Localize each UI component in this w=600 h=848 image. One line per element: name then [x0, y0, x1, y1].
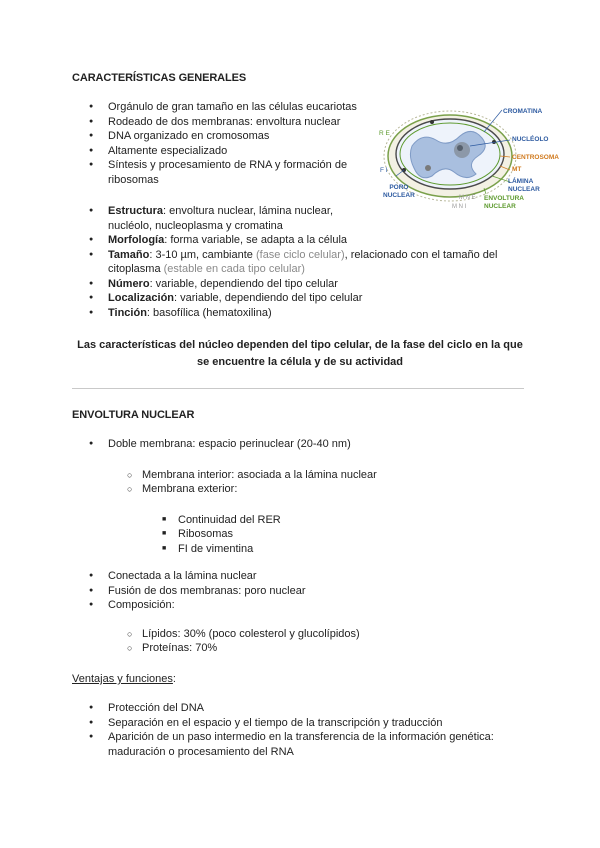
property-localizacion: ● Localización: variable, dependiendo del tipo celular	[72, 291, 532, 306]
spacer	[72, 452, 532, 468]
label-lamina-nuclear: LÁMINA NUCLEAR	[508, 178, 540, 193]
list-item: ● Conectada a la lámina nuclear	[72, 569, 532, 584]
list-item: ● Altamente especializado	[72, 144, 372, 159]
list-item: ○ Lípidos: 30% (poco colesterol y glucolípidos)	[72, 627, 532, 642]
list-item: ○ Membrana interior: asociada a la lámina nuclear	[72, 468, 532, 483]
list-item: ● Doble membrana: espacio perinuclear (20-40 nm)	[72, 437, 532, 452]
summary-statement: Las características del núcleo dependen del tipo celular, de la fase del ciclo en la que se encuentre la célula y de su actividad	[77, 339, 523, 368]
label-nucleolo: NUCLÉOLO	[512, 136, 549, 143]
list-item: ● Composición:	[72, 598, 532, 613]
property-tamano-cont: citoplasma (estable en cada tipo celular)	[108, 263, 305, 275]
label-envoltura-nuclear: ENVOLTURA NUCLEAR	[484, 195, 524, 210]
property-estructura-cont: nucléolo, nucleoplasma y cromatina	[108, 219, 283, 232]
section-divider	[72, 388, 524, 389]
label-centrosoma: CENTROSOMA	[512, 154, 559, 161]
label-cromatina: CROMATINA	[503, 108, 543, 115]
section-title-caracteristicas: CARACTERÍSTICAS GENERALES	[72, 72, 247, 84]
property-tamano: ● Tamaño: 3-10 µm, cambiante (fase ciclo celular), relacionado con el tamaño del	[72, 248, 532, 263]
list-item: ● Separación en el espacio y el tiempo de la transcripción y traducción	[72, 716, 542, 731]
spacer	[72, 556, 532, 569]
list-item: ○ Proteínas: 70%	[72, 641, 532, 656]
list-item: ■ Continuidad del RER	[72, 513, 532, 528]
spacer	[72, 613, 532, 627]
subheading-ventajas: Ventajas y funciones:	[72, 673, 176, 685]
general-bullets	[72, 100, 372, 187]
list-item-continuation: ribosomas	[108, 173, 159, 186]
list-item: ○ Membrana exterior:	[72, 482, 532, 497]
list-item: ● Fusión de dos membranas: poro nuclear	[72, 584, 532, 599]
envoltura-bullets	[72, 437, 532, 656]
list-item: ● Protección del DNA	[72, 701, 542, 716]
property-numero: ● Número: variable, dependiendo del tipo celular	[72, 277, 532, 292]
list-item: ● Orgánulo de gran tamaño en las células eucariotas	[72, 100, 372, 115]
label-fi: F I	[380, 167, 388, 174]
list-item: ● Rodeado de dos membranas: envoltura nuclear	[72, 115, 372, 130]
label-poro-nuclear: PORO NUCLEAR	[383, 184, 415, 199]
list-item: ■ Ribosomas	[72, 527, 532, 542]
label-re: R E	[379, 130, 390, 137]
list-item: ● DNA organizado en cromosomas	[72, 129, 372, 144]
spacer	[72, 497, 532, 513]
property-tincion: ● Tinción: basofílica (hematoxilina)	[72, 306, 532, 321]
label-mt: MT	[512, 166, 522, 173]
functions-bullets	[72, 701, 542, 759]
property-bullets	[72, 204, 532, 320]
list-item: ■ FI de vimentina	[72, 542, 532, 557]
list-item: ● Síntesis y procesamiento de RNA y formación de	[72, 158, 372, 173]
property-morfologia: ● Morfología: forma variable, se adapta a la célula	[72, 233, 532, 248]
label-mni: M N I	[452, 204, 467, 210]
property-estructura: ● Estructura: envoltura nuclear, lámina nuclear,	[72, 204, 532, 219]
label-mne: M N E	[459, 195, 476, 201]
list-item-continuation: maduración o procesamiento del RNA	[108, 745, 294, 758]
section-title-envoltura: ENVOLTURA NUCLEAR	[72, 409, 195, 421]
list-item: ● Aparición de un paso intermedio en la transferencia de la información genética:	[72, 730, 542, 745]
